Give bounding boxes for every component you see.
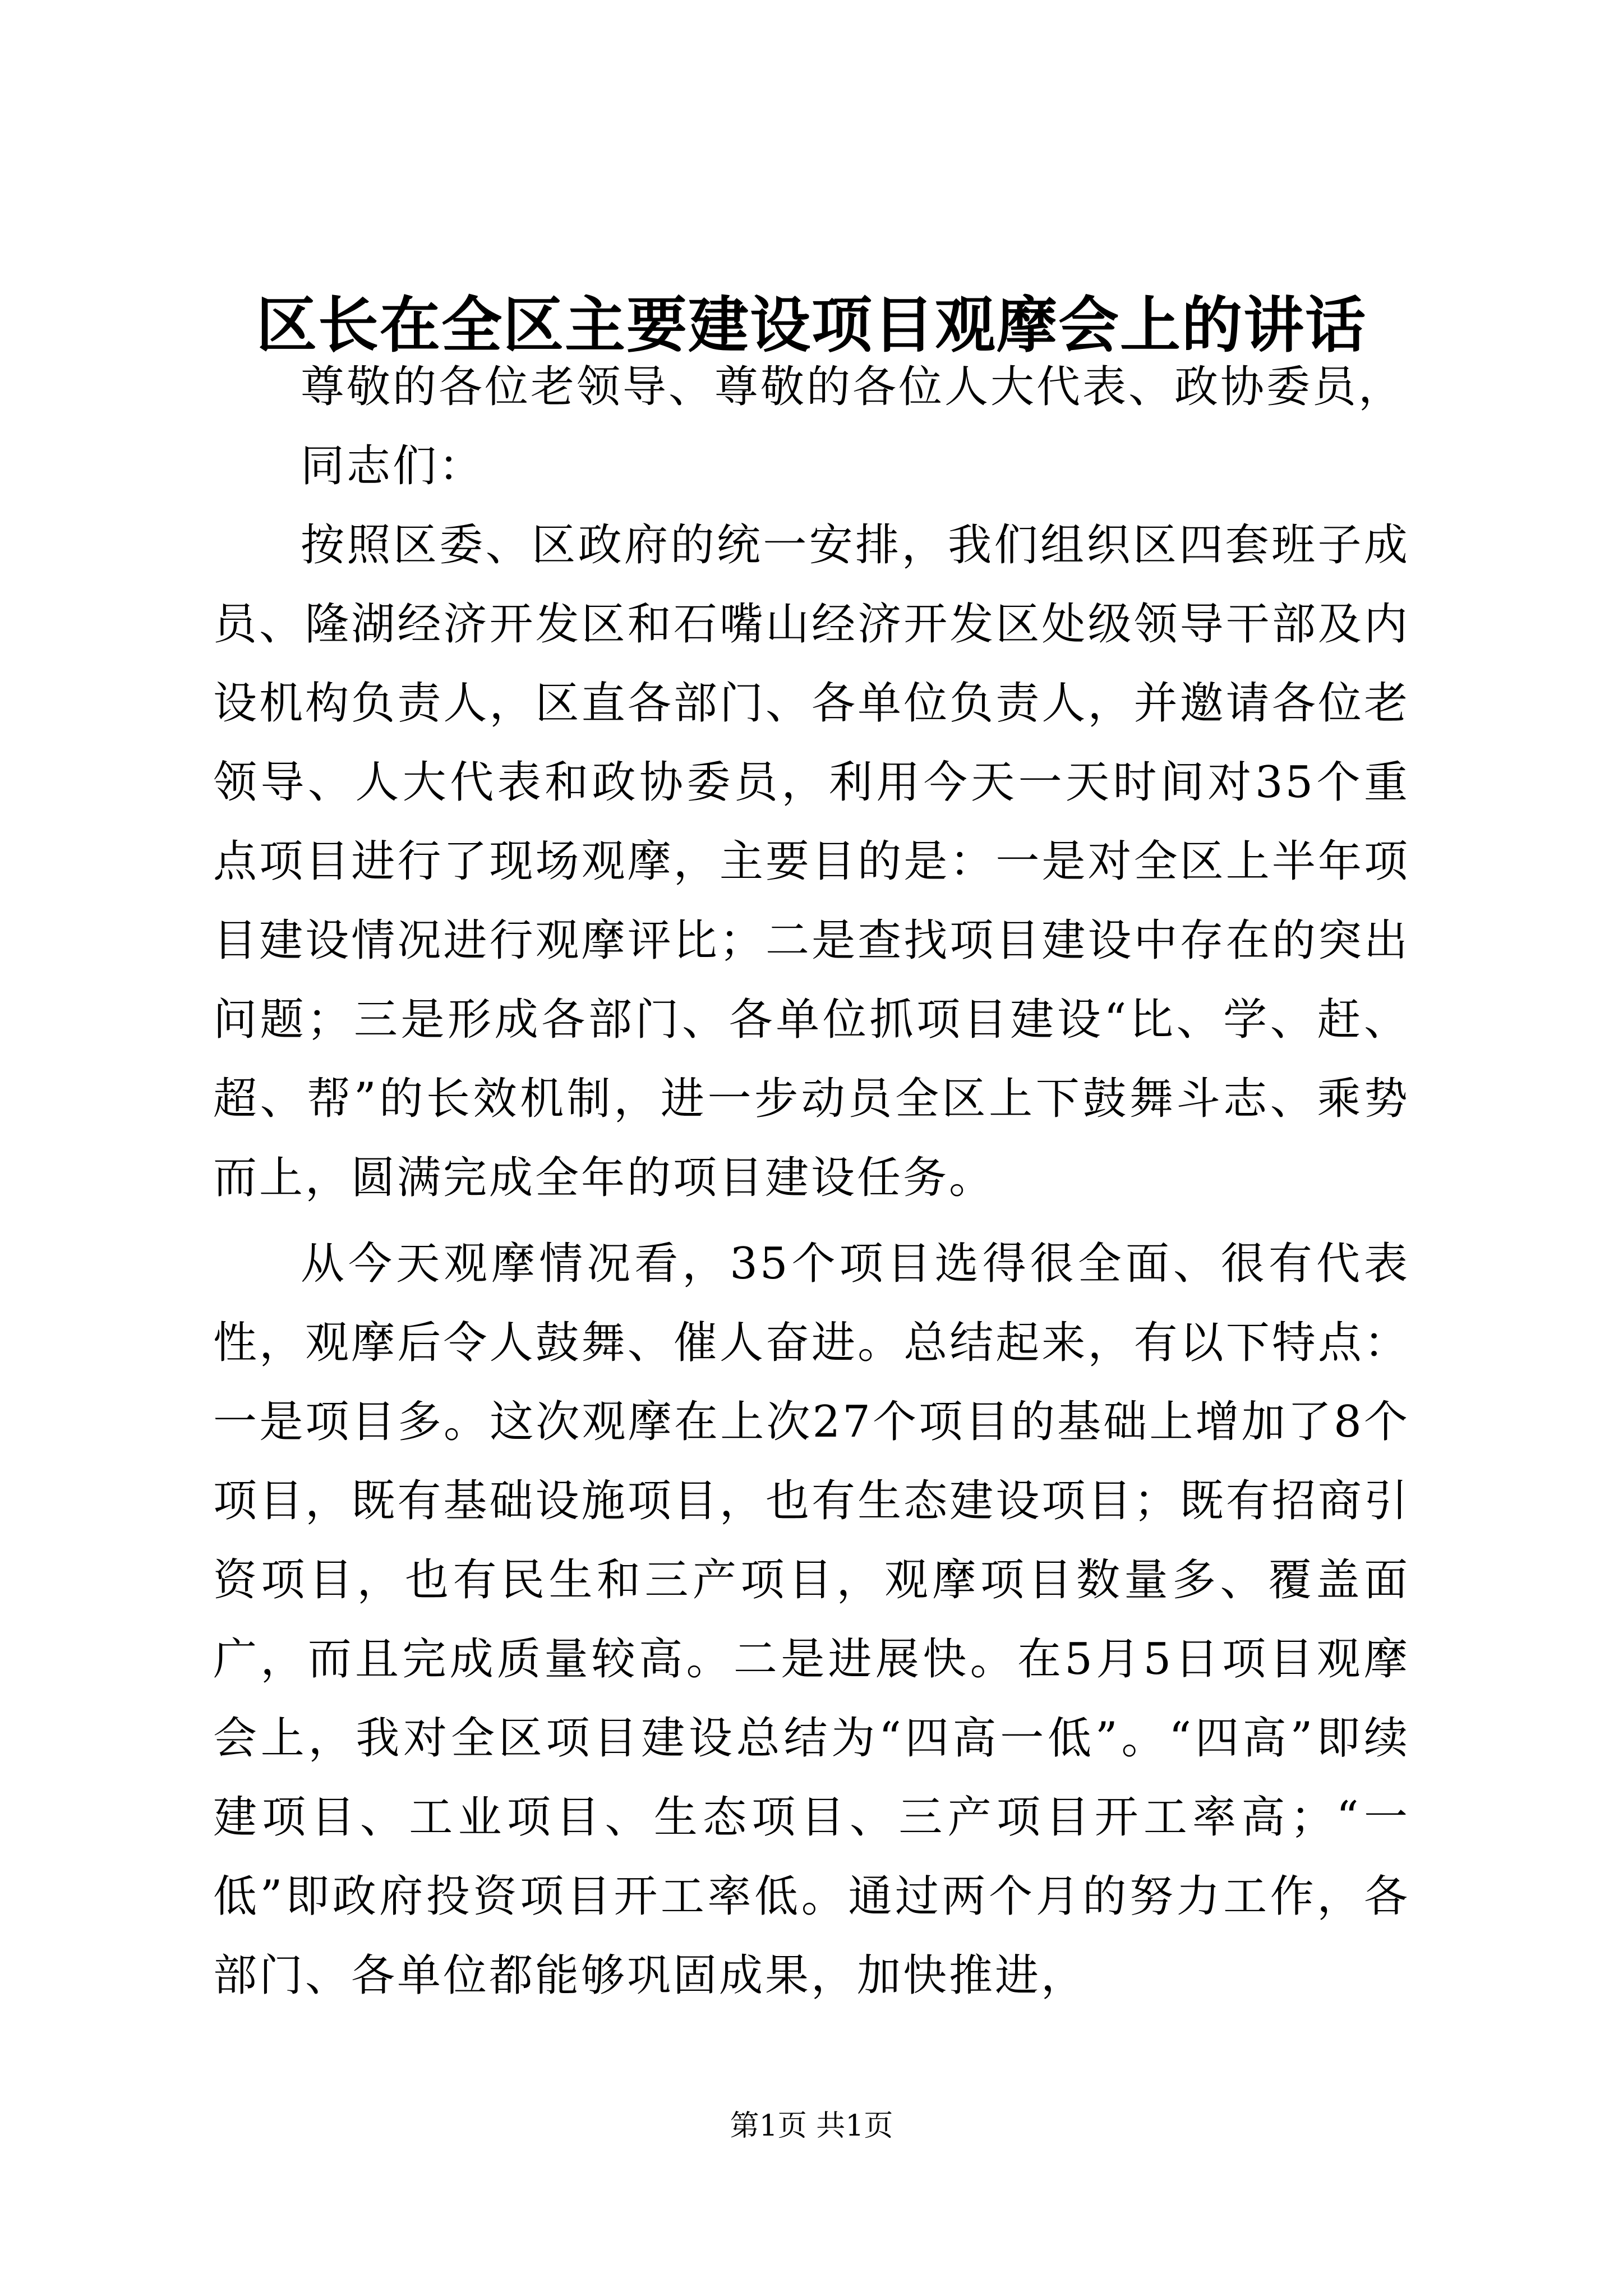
document-body — [213, 348, 1410, 2016]
body-paragraph: 从今天观摩情况看，35个项目选得很全面、很有代表性，观摩后令人鼓舞、催人奋进。总结起来，有以下特点：一是项目多。这次观摩在上次27个项目的基础上增加了8个项目，既有基础设施项目，也有生态建设项目；既有招商引资项目，也有民生和三产项目，观摩项目数量多、覆盖面广，而且完成质量较高。二是进展快。在5月5日项目观摩会上，我对全区项目建设总结为“四高一低”。“四高”即续建项目、工业项目、生态项目、三产项目开工率高；“一低”即政府投资项目开工率低。通过两个月的努力工作，各部门、各单位都能够巩固成果，加快推进， — [213, 1239, 1410, 2001]
page-footer: 第1页 共1页 — [730, 2109, 893, 2143]
salutation-comrades: 同志们： — [301, 441, 485, 491]
salutation-line: 尊敬的各位老领导、尊敬的各位人大代表、政协委员， — [301, 362, 1405, 412]
body-paragraph: 按照区委、区政府的统一安排，我们组织区四套班子成员、隆湖经济开发区和石嘴山经济开发区处级领导干部及内设机构负责人，区直各部门、各单位负责人，并邀请各位老领导、人大代表和政协委员，利用今天一天时间对35个重点项目进行了现场观摩，主要目的是：一是对全区上半年项目建设情况进行观摩评比；二是查找项目建设中存在的突出问题；三是形成各部门、各单位抓项目建设“比、学、赶、超、帮”的长效机制，进一步动员全区上下鼓舞斗志、乘势而上，圆满完成全年的项目建设任务。 — [213, 520, 1410, 1203]
document-title: 区长在全区主要建设项目观摩会上的讲话 — [256, 290, 1367, 361]
